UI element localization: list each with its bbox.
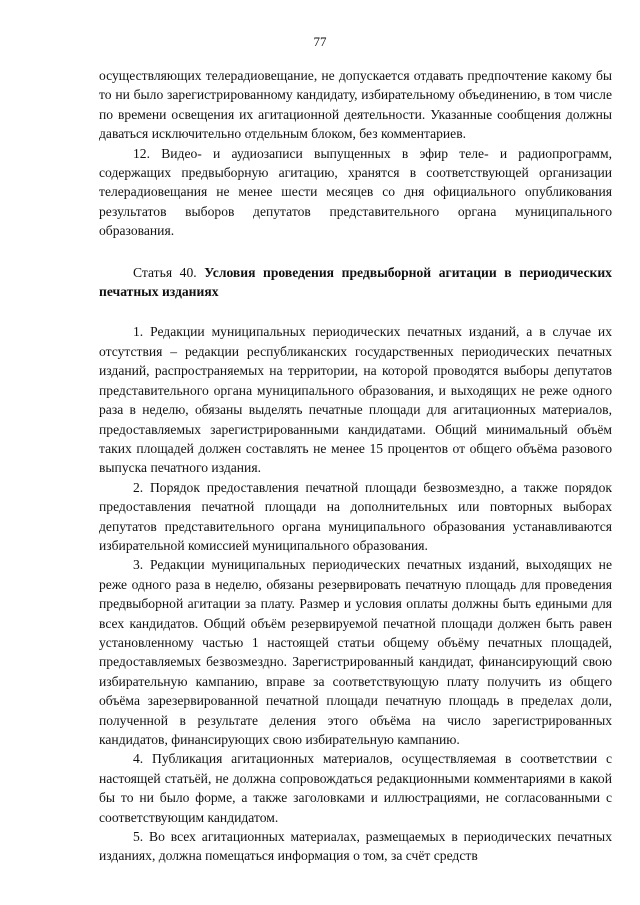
article-heading bbox=[99, 263, 612, 302]
paragraph-3: 3. Редакции муниципальных периодических печатных изданий, выходящих не реже одного раза в неделю, обязаны резервировать печатную площадь для проведения предвыборной агитации за плату. Размер и условия оплаты должны быть едиными для всех кандидатов. Общий объём резервируемой печатной площади должен быть равен установленному частью 1 настоящей статьи общему объёму печатных площадей, предоставляемых безвозмездно. Зарегистрированный кандидат, финансирующий свою избирательную кампанию, вправе за соответствующую плату получить из общего объёма зарезервированной печатной площади печатную площадь в пределах доли, полученной в результате деления этого объёма на число зарегистрированных кандидатов, финансирующих свою избирательную кампанию. bbox=[99, 557, 612, 747]
article-number: Статья 40. bbox=[133, 264, 197, 280]
paragraph-12: 12. Видео- и аудиозаписи выпущенных в эфир теле- и радиопрограмм, содержащих предвыборную агитацию, хранятся в соответствующей организации телерадиовещания не менее шести месяцев со дня официального опубликования результатов выборов депутатов представительного органа муниципального образования. bbox=[99, 145, 612, 239]
paragraph-2: 2. Порядок предоставления печатной площади безвозмездно, а также порядок предоставления печатной площади на дополнительных или повторных выборах депутатов представительного органа муниципального образования устанавливаются избирательной комиссией муниципального образования. bbox=[99, 479, 612, 553]
paragraph-4: 4. Публикация агитационных материалов, осуществляемая в соответствии с настоящей статьёй, не должна сопровождаться редакционными комментариями в какой бы то ни было форме, а также заголовками и иллюстрациями, не согласованными с соответствующим кандидатом. bbox=[99, 751, 612, 825]
paragraph-continuation: осуществляющих телерадиовещание, не допускается отдавать предпочтение какому бы то ни было зарегистрированному кандидату, избирательному объединению, в том числе по времени освещения их агитационной деятельности. Указанные сообщения должны даваться исключительно отдельным блоком, без комментариев. bbox=[99, 68, 612, 142]
document-body bbox=[99, 66, 612, 866]
paragraph-1: 1. Редакции муниципальных периодических печатных изданий, а в случае их отсутствия – редакции республиканских государственных периодических печатных изданий, распространяемых на территории, на которой проводятся выборы депутатов представительного органа муниципального образования, и выходящих не реже одного раза в неделю, обязаны выделять печатные площади для агитационных материалов, предоставляемых зарегистрированными кандидатами. Общий минимальный объём таких площадей должен составлять не менее 15 процентов от общего объёма разового выпуска печатного издания. bbox=[99, 324, 612, 476]
paragraph-5: 5. Во всех агитационных материалах, размещаемых в периодических печатных изданиях, должна помещаться информация о том, за счёт средств bbox=[99, 829, 612, 864]
page-number: 77 bbox=[313, 34, 327, 49]
article-title: Условия проведения предвыборной агитации в периодических печатных изданиях bbox=[99, 264, 612, 300]
